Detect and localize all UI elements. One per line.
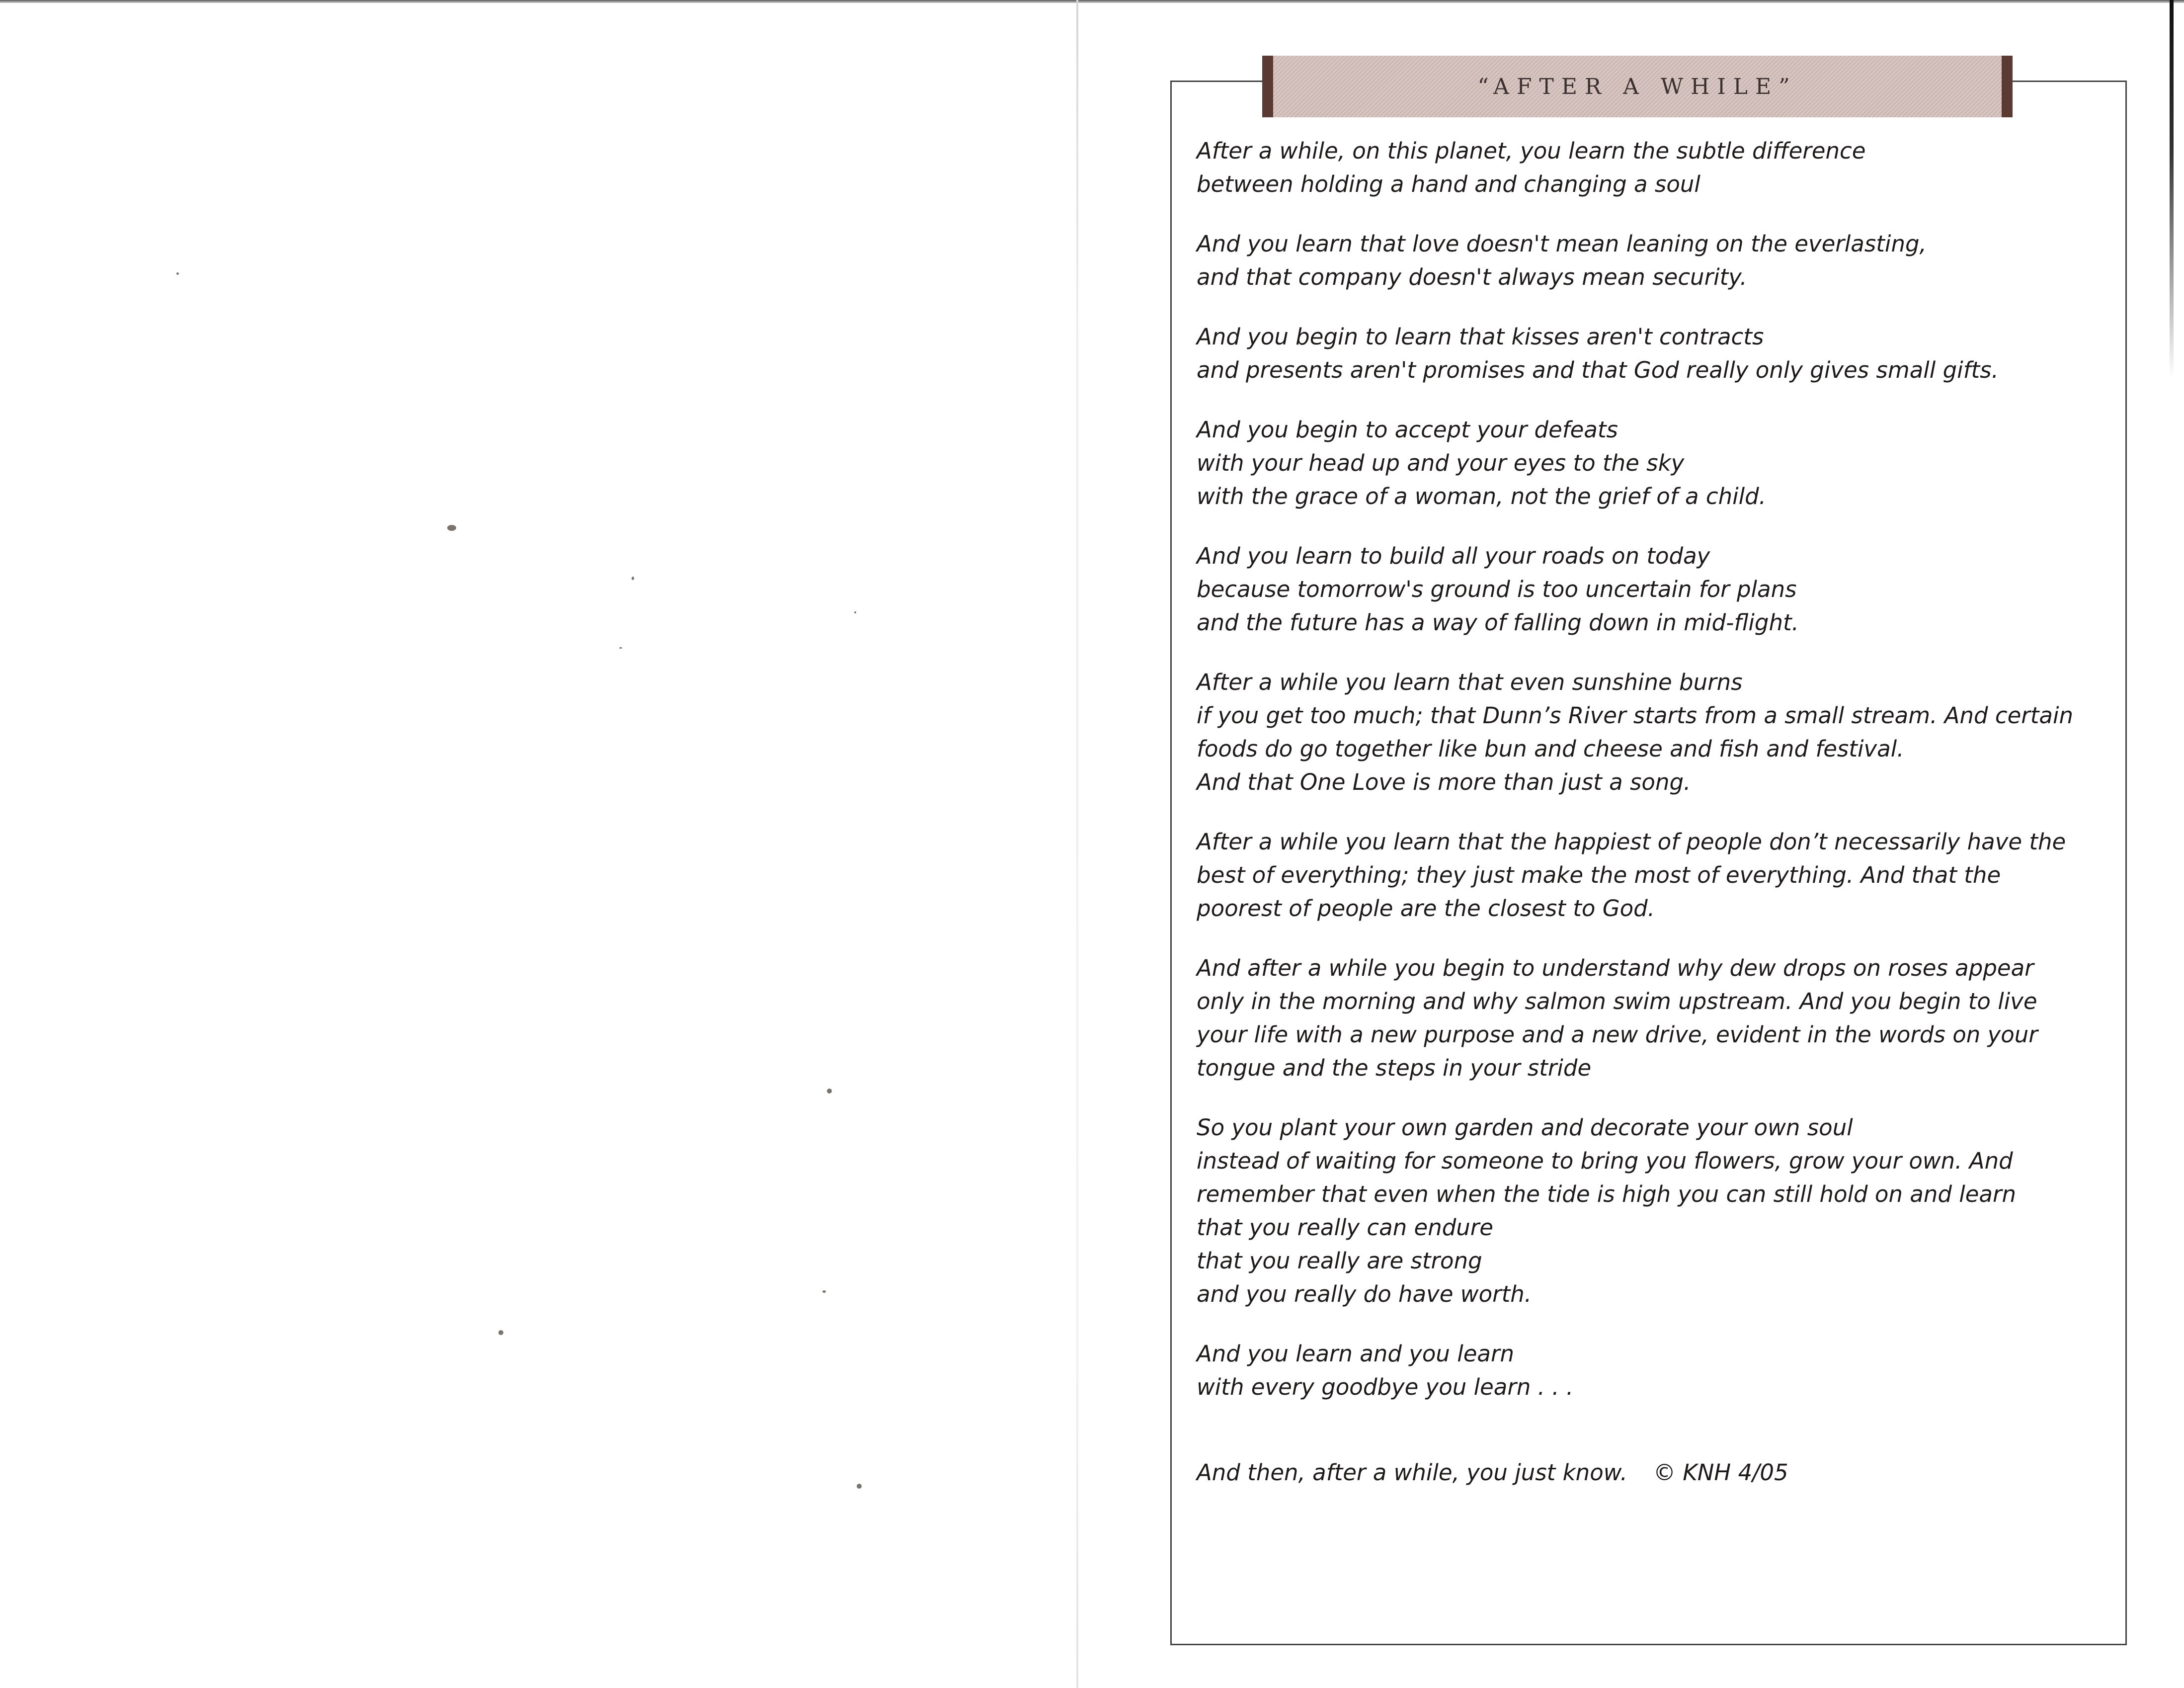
- poem-stanza: [1197, 227, 2106, 294]
- right-page-edge-shadow: [2170, 0, 2174, 378]
- closing-stanza: [1197, 1456, 2106, 1489]
- poem-line: only in the morning and why salmon swim upstream. And you begin to live: [1197, 988, 2037, 1014]
- poem-line: After a while, on this planet, you learn the subtle difference: [1197, 138, 1866, 164]
- paper-speck: [827, 1089, 832, 1094]
- poem-line: tongue and the steps in your stride: [1197, 1055, 1592, 1081]
- poem-line: if you get too much; that Dunn’s River starts from a small stream. And certain: [1197, 702, 2074, 729]
- poem-line: remember that even when the tide is high you can still hold on and learn: [1197, 1181, 2017, 1207]
- closing-line: And then, after a while, you just know.: [1197, 1459, 1627, 1486]
- poem-stanza: [1197, 413, 2106, 513]
- poem-line: and you really do have worth.: [1197, 1281, 1532, 1307]
- poem-title: “AFTER A WHILE”: [1477, 74, 1797, 99]
- poem-line: that you really can endure: [1197, 1214, 1493, 1241]
- poem-line: between holding a hand and changing a soul: [1197, 171, 1700, 197]
- poem-stanza: [1197, 1111, 2106, 1311]
- center-fold: [1076, 0, 1078, 1688]
- poem-line: and that company doesn't always mean security.: [1197, 264, 1747, 290]
- paper-speck: [632, 577, 634, 580]
- poem-line: And that One Love is more than just a song.: [1197, 769, 1691, 795]
- poem-body: [1197, 134, 2106, 1489]
- poem-line: poorest of people are the closest to God.: [1197, 895, 1655, 922]
- poem-line: because tomorrow's ground is too uncertain for plans: [1197, 576, 1797, 602]
- poem-stanza: [1197, 134, 2106, 201]
- poem-line: with every goodbye you learn . . .: [1197, 1374, 1574, 1400]
- poem-line: your life with a new purpose and a new drive, evident in the words on your: [1197, 1021, 2038, 1048]
- poem-line: And you learn that love doesn't mean leaning on the everlasting,: [1197, 231, 1927, 257]
- poem-line: best of everything; they just make the most of everything. And that the: [1197, 862, 2001, 888]
- poem-line: that you really are strong: [1197, 1248, 1482, 1274]
- poem-line: And you learn and you learn: [1197, 1341, 1514, 1367]
- paper-speck: [498, 1330, 503, 1335]
- poem-stanza: [1197, 951, 2106, 1085]
- poem-line: instead of waiting for someone to bring you flowers, grow your own. And: [1197, 1148, 2013, 1174]
- poem-line: So you plant your own garden and decorate your own soul: [1197, 1114, 1853, 1141]
- copyright-notice: © KNH 4/05: [1653, 1459, 1788, 1486]
- poem-line: And after a while you begin to understand why dew drops on roses appear: [1197, 955, 2034, 981]
- poem-line: foods do go together like bun and cheese and fish and festival.: [1197, 736, 1904, 762]
- paper-speck: [447, 525, 456, 531]
- poem-stanza: [1197, 320, 2106, 387]
- poem-stanza: [1197, 539, 2106, 639]
- paper-speck: [822, 1290, 826, 1293]
- poem-line: and the future has a way of falling down in mid-flight.: [1197, 609, 1799, 636]
- poem-line: And you learn to build all your roads on today: [1197, 543, 1710, 569]
- poem-stanza: [1197, 1337, 2106, 1404]
- paper-speck: [176, 272, 179, 275]
- paper-speck: [854, 611, 856, 613]
- paper-speck: [857, 1484, 862, 1489]
- poem-line: with the grace of a woman, not the grief of a child.: [1197, 483, 1766, 509]
- poem-stanza: [1197, 825, 2106, 925]
- poem-stanza: [1197, 666, 2106, 799]
- poem-line: and presents aren't promises and that God really only gives small gifts.: [1197, 357, 1999, 383]
- poem-line: And you begin to accept your defeats: [1197, 417, 1618, 443]
- poem-line: with your head up and your eyes to the sky: [1197, 450, 1685, 476]
- poem-line: And you begin to learn that kisses aren't contracts: [1197, 324, 1764, 350]
- paper-speck: [619, 647, 622, 649]
- title-banner: [1262, 56, 2013, 117]
- scan-top-edge: [0, 0, 2184, 3]
- poem-line: After a while you learn that even sunshine burns: [1197, 669, 1743, 695]
- poem-line: After a while you learn that the happiest of people don’t necessarily have the: [1197, 829, 2066, 855]
